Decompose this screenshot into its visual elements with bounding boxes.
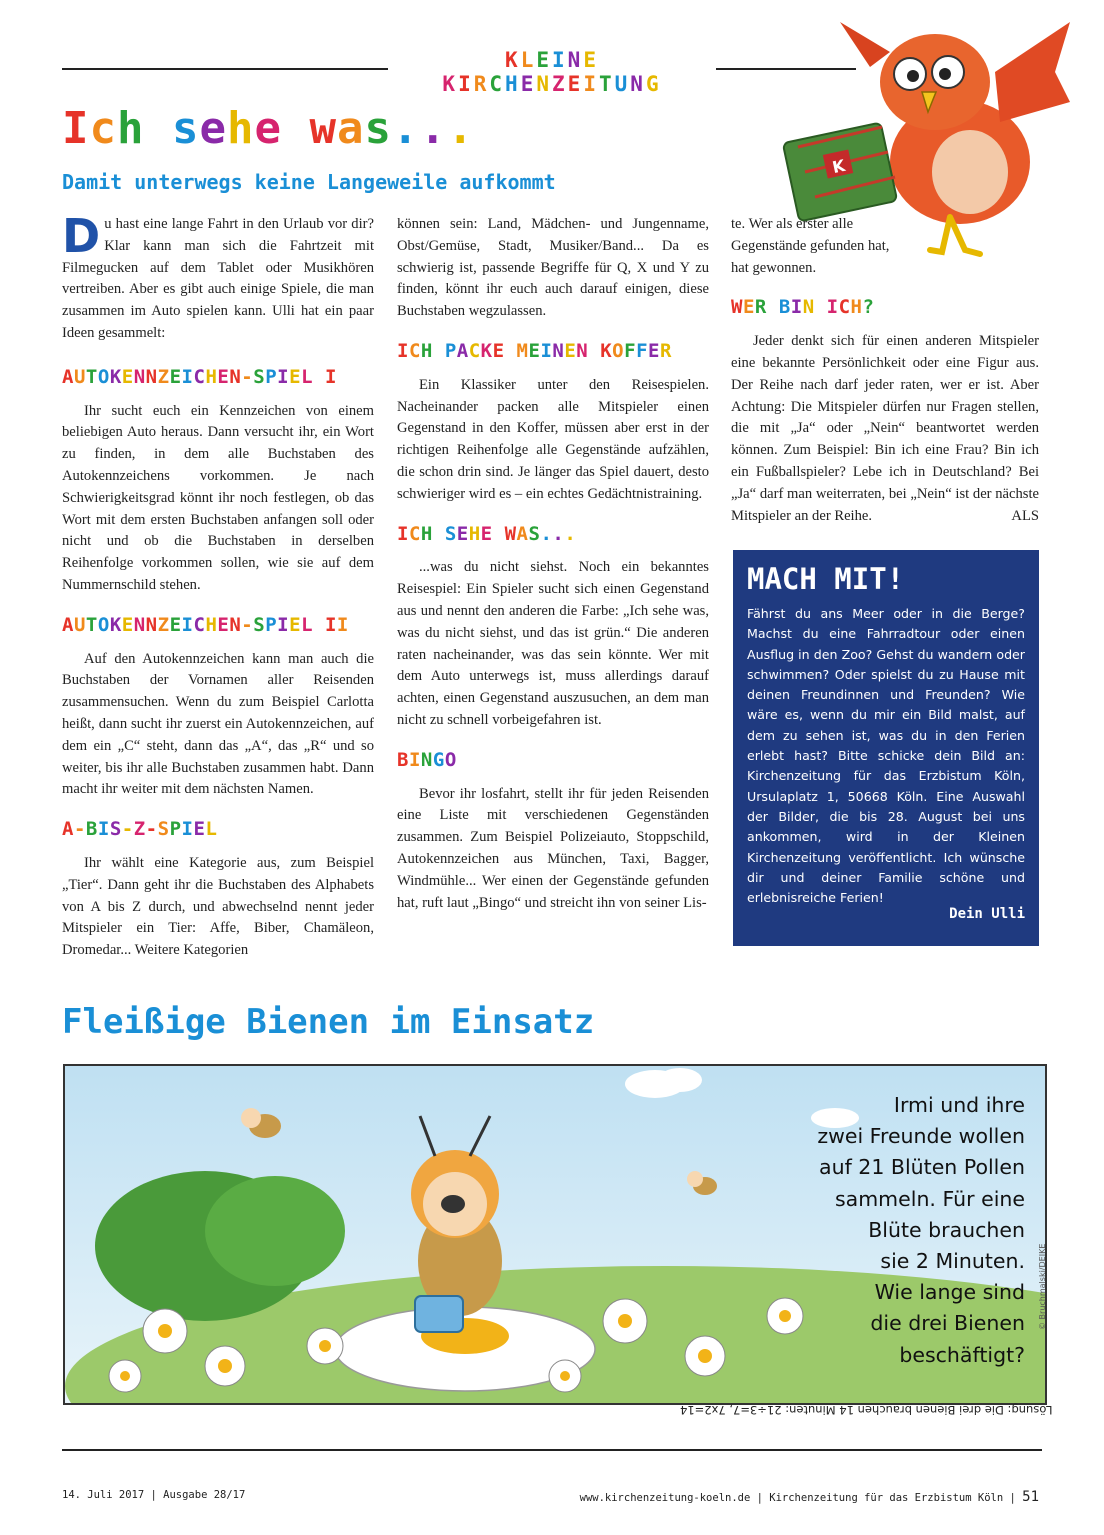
author-initials: ALS bbox=[1011, 507, 1039, 524]
bees-question-line: sie 2 Minuten. bbox=[880, 1249, 1025, 1274]
masthead: KLEINE KIRCHENZEITUNG bbox=[442, 48, 662, 96]
bees-question-line: zwei Freunde wollen bbox=[817, 1124, 1025, 1149]
mach-mit-text: Fährst du ans Meer oder in die Berge? Machst du eine Fahrradtour oder einen Ausflug in den Zoo? Gehst du wandern oder schwimmen? Oder spielst du zu Hause mit deinen Freundinnen und Freunden? Wie wäre es, wenn du mir ein Bild malst, auf dem zu sehen ist, was du in den Ferien erlebt hast? Bitte schicke dein Bild an: Kirchenzeitung für das Erzbistum Köln, Ursulaplatz 1, 50668 Köln. Eine Auswahl der Bilder, die bis 28. August bei uns ankommen, wird in der Kleinen Kirchenzeitung veröffentlicht. Ich wünsche dir und deiner Familie schöne und erlebnisreiche Ferien! bbox=[747, 606, 1025, 906]
top-rule-left bbox=[62, 68, 388, 70]
column-1 bbox=[62, 209, 374, 962]
heading-ich-sehe-was: ICH SEHE WAS... bbox=[397, 522, 577, 545]
page-number: 51 bbox=[1022, 1489, 1039, 1505]
text-ich-sehe-was: ...was du nicht siehst. Noch ein bekanntes Reisespiel: Ein Spieler sucht sich einen Gegenstand aus und nennt den anderen die Farbe: „Ich sehe was, was du nicht siehst, und das ist grün.“ Die anderen raten nacheinander, was das sein könnte. Wer mit dem Auto unterwegs ist, muss allerdings darauf achten, einen Gegenstand auszusuchen, an dem man nicht zu schnell vorbeigefahren ist. bbox=[397, 559, 709, 728]
image-credit: © Bruchmalski/DEIKE bbox=[1038, 1243, 1047, 1330]
bees-question-line: Wie lange sind bbox=[874, 1280, 1025, 1305]
bees-solution: Lösung: Die drei Bienen brauchen 14 Minuten: 21÷3=7, 7x2=14 bbox=[680, 1403, 1053, 1417]
bees-question-line: Blüte brauchen bbox=[868, 1217, 1025, 1242]
column-3 bbox=[731, 214, 1039, 527]
intro-text: u hast eine lange Fahrt in den Urlaub vor dir? Klar kann man sich die Fahrtzeit mit Filmegucken auf dem Tablet oder Musikhören vertreiben. Aber es gibt auch einige Spiele, die man zusammen im Auto spielen kann. Ulli hat ein paar Ideen gesammelt: bbox=[62, 216, 374, 341]
heading-a-bis-z: A-BIS-Z-SPIEL bbox=[62, 818, 218, 841]
heading-wer-bin-ich: WER BIN ICH? bbox=[731, 296, 875, 319]
mach-mit-title: MACH MIT! bbox=[747, 562, 905, 596]
bees-title: Fleißige Bienen im Einsatz bbox=[62, 1002, 595, 1042]
text-koffer: Ein Klassiker unter den Reisespielen. Nacheinander packen alle Mitspieler einen Gegenstand in den Koffer, müssen aber erst in der richtigen Reihenfolge alle Gegenstände aufzählen, die schon drin sind. Je länger das Spiel dauert, desto schwieriger wird es – ein echtes Gedächtnistraining. bbox=[397, 376, 709, 502]
text-kennzeichen-2: Auf den Autokennzeichen kann man auch die Buchstaben der Vornamen aller Reisenden zusammensuchen. Wenn du zum Beispiel Carlotta heißt, dann sucht ihr zuerst ein Autokennzeichen, auf dem ein „C“ steht, dann das „A“, das „R“ und so weiter, bis ihr alle Buchstaben zusammen habt. Dann macht ihr weiter mit dem nächsten Namen. bbox=[62, 650, 374, 798]
column-2 bbox=[397, 214, 709, 914]
text-bingo-continued: te. Wer als erster alle Gegenstände gefunden hat, hat gewonnen. bbox=[731, 216, 890, 276]
text-wer-bin-ich: Jeder denkt sich für einen anderen Mitspieler eine bekannte Persönlichkeit oder eine Figur aus. Der Reihe nach darf jeder raten, wer er ist. Aber Achtung: Die Mitspieler dürfen nur Fragen stellen, die mit „Ja“ oder „Nein“ beantwortet werden können. Zum Beispiel: Bin ich eine Frau? Bin ich ein Fußballspieler? Lebe ich in Deutschland? Bei „Ja“ darf man weiterraten, bei „Nein“ ist der nächste Mitspieler an der Reihe. ALS bbox=[731, 331, 1039, 527]
mach-mit-box bbox=[733, 550, 1039, 946]
heading-kennzeichen-2: AUTOKENNZEICHEN-SPIEL II bbox=[62, 613, 349, 636]
bees-question-line: auf 21 Blüten Pollen bbox=[819, 1155, 1025, 1180]
text-bingo: Bevor ihr losfahrt, stellt ihr für jeden Reisenden eine Liste mit verschiedenen Gegenständen zusammen. Zum Beispiel Polizeiauto, Stoppschild, Autokennzeichen aus München, Taxi, Bagger, Windmühle... Wer einen der Gegenstände gefunden hat, ruft laut „Bingo“ und streicht ihn von seiner Lis- bbox=[397, 785, 709, 911]
text-kennzeichen-1: Ihr sucht euch ein Kennzeichen von einem beliebigen Auto heraus. Dann versucht ihr, ein Wort zu finden, in dem alle Buchstaben des Autokennzeichens vorkommen. Je nach Schwierigkeitsgrad könnt ihr noch festlegen, ob das Wort mit dem ersten Buchstaben anfangen soll oder nicht und ob die Buchstaben in derselben Reihenfolge vorkommen sollen, wie sie auf dem Nummernschild stehen. bbox=[62, 402, 374, 593]
heading-koffer: ICH PACKE MEINEN KOFFER bbox=[397, 339, 672, 362]
footer-right bbox=[580, 1489, 1039, 1505]
heading-kennzeichen-1: AUTOKENNZEICHEN-SPIEL I bbox=[62, 365, 337, 388]
bees-question bbox=[735, 1090, 1025, 1371]
page-subtitle: Damit unterwegs keine Langeweile aufkommt bbox=[62, 170, 556, 194]
text-a-bis-z: Ihr wählt eine Kategorie aus, zum Beispiel „Tier“. Dann geht ihr die Buchstaben des Alphabets von A bis Z durch, und abwechselnd nennt jeder Mitspieler ein Tier: Affe, Biber, Chamäleon, Dromedar... Weitere Kategorien bbox=[62, 854, 374, 959]
intro-paragraph bbox=[62, 209, 374, 345]
bees-panel bbox=[63, 1064, 1047, 1405]
text-a-bis-z-continued: können sein: Land, Mädchen- und Jungenname, Obst/Gemüse, Stadt, Musiker/Band... Da es schwierig ist, passende Begriffe für Q, X und Y zu finden, könnt ihr euch auch darauf einigen, diese Buchstaben wegzulassen. bbox=[397, 216, 709, 320]
bees-question-line: Irmi und ihre bbox=[893, 1093, 1025, 1117]
svg-text:K: K bbox=[830, 155, 847, 177]
bees-question-line: sammeln. Für eine bbox=[834, 1186, 1025, 1211]
page-title: Ich sehe was... bbox=[62, 103, 475, 154]
footer-left: 14. Juli 2017 | Ausgabe 28/17 bbox=[62, 1489, 246, 1501]
dropcap: D bbox=[62, 209, 101, 263]
heading-bingo: BINGO bbox=[397, 748, 457, 771]
bees-question-line: beschäftigt? bbox=[899, 1342, 1025, 1367]
mach-mit-signature: Dein Ulli bbox=[949, 906, 1025, 923]
footer-website: www.kirchenzeitung-koeln.de | Kirchenzeitung für das Erzbistum Köln | bbox=[579, 1492, 1016, 1504]
bees-question-line: die drei Bienen bbox=[870, 1311, 1025, 1336]
bottom-rule bbox=[62, 1449, 1042, 1451]
